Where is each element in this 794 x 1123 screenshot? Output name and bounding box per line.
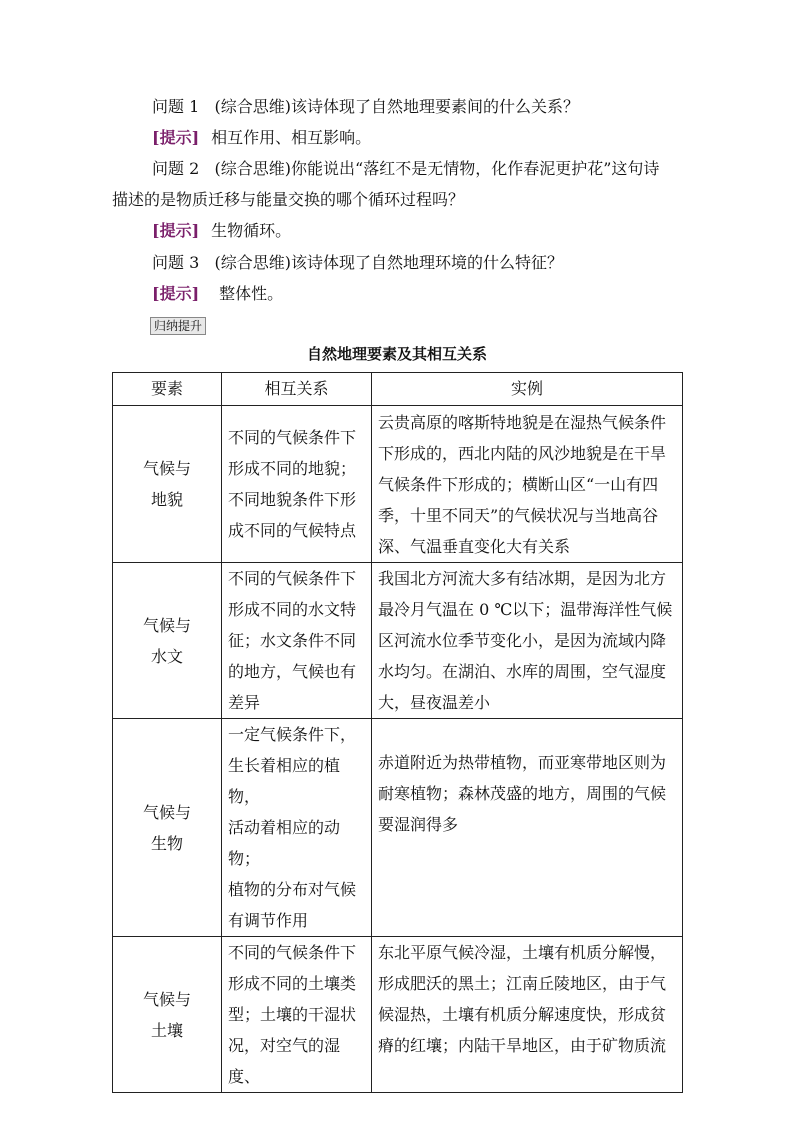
- question-3: [152, 252, 563, 274]
- hint-1-label: [提示]: [152, 128, 200, 147]
- question-1-label: 问题 1: [152, 97, 200, 116]
- element-cell: 气候与 水文: [113, 563, 222, 719]
- table-row: [113, 563, 683, 719]
- table-title: 自然地理要素及其相互关系: [306, 345, 487, 363]
- summary-tag: 归纳提升: [150, 317, 206, 335]
- example-cell: 赤道附近为热带植物，而亚寒带地区则为 耐寒植物；森林茂盛的地方，周围的气候 要湿润得多: [372, 719, 683, 937]
- question-2: [152, 158, 659, 180]
- relation-cell: 一定气候条件下， 生长着相应的植物， 活动着相应的动物； 植物的分布对气候 有调节作用: [222, 719, 372, 937]
- question-1: [152, 96, 579, 118]
- element-cell: 气候与 土壤: [113, 937, 222, 1093]
- question-3-label: 问题 3: [152, 253, 200, 272]
- relation-cell: 不同的气候条件下 形成不同的水文特 征；水文条件不同 的地方，气候也有 差异: [222, 563, 372, 719]
- hint-3: [152, 283, 283, 305]
- question-2-continued: [112, 189, 464, 211]
- example-cell: 东北平原气候冷湿，土壤有机质分解慢， 形成肥沃的黑土；江南丘陵地区，由于气 候湿热，土壤有机质分解速度快，形成贫 瘠的红壤；内陆干旱地区，由于矿物质流: [372, 937, 683, 1093]
- table-row: [113, 937, 683, 1093]
- hint-3-label: [提示]: [152, 284, 200, 303]
- hint-1-text: 相互作用、相互影响。: [211, 128, 372, 147]
- header-example: 实例: [372, 373, 683, 406]
- hint-2-label: [提示]: [152, 221, 200, 240]
- hint-2-text: 生物循环。: [211, 221, 292, 240]
- example-cell: 我国北方河流大多有结冰期，是因为北方 最冷月气温在 0 ℃以下；温带海洋性气候 区河流水位季节变化小，是因为流域内降 水均匀。在湖泊、水库的周围，空气湿度 大，昼夜温差小: [372, 563, 683, 719]
- element-cell: 气候与 生物: [113, 719, 222, 937]
- question-2-label: 问题 2: [152, 159, 200, 178]
- element-cell: 气候与 地貌: [113, 406, 222, 563]
- question-2-text: (综合思维)你能说出“落红不是无情物，化作春泥更护花”这句诗: [214, 159, 660, 178]
- header-relation: 相互关系: [222, 373, 372, 406]
- table-header-row: [113, 373, 683, 406]
- hint-3-text: 整体性。: [219, 284, 284, 303]
- hint-1: [152, 127, 371, 149]
- question-1-text: (综合思维)该诗体现了自然地理要素间的什么关系？: [214, 97, 580, 116]
- table-row: [113, 719, 683, 937]
- hint-2: [152, 220, 291, 242]
- relations-table: [112, 372, 683, 1093]
- table-row: [113, 406, 683, 563]
- example-cell: 云贵高原的喀斯特地貌是在湿热气候条件 下形成的，西北内陆的风沙地貌是在干旱 气候条件下形成的；横断山区“一山有四 季，十里不同天”的气候状况与当地高谷 深、气温垂直变化大有关系: [372, 406, 683, 563]
- relation-cell: 不同的气候条件下 形成不同的土壤类 型；土壤的干湿状 况，对空气的湿度、: [222, 937, 372, 1093]
- header-element: 要素: [113, 373, 222, 406]
- relation-cell: 不同的气候条件下 形成不同的地貌； 不同地貌条件下形 成不同的气候特点: [222, 406, 372, 563]
- question-2-text-line2: 描述的是物质迁移与能量交换的哪个循环过程吗？: [112, 190, 465, 209]
- question-3-text: (综合思维)该诗体现了自然地理环境的什么特征？: [214, 253, 564, 272]
